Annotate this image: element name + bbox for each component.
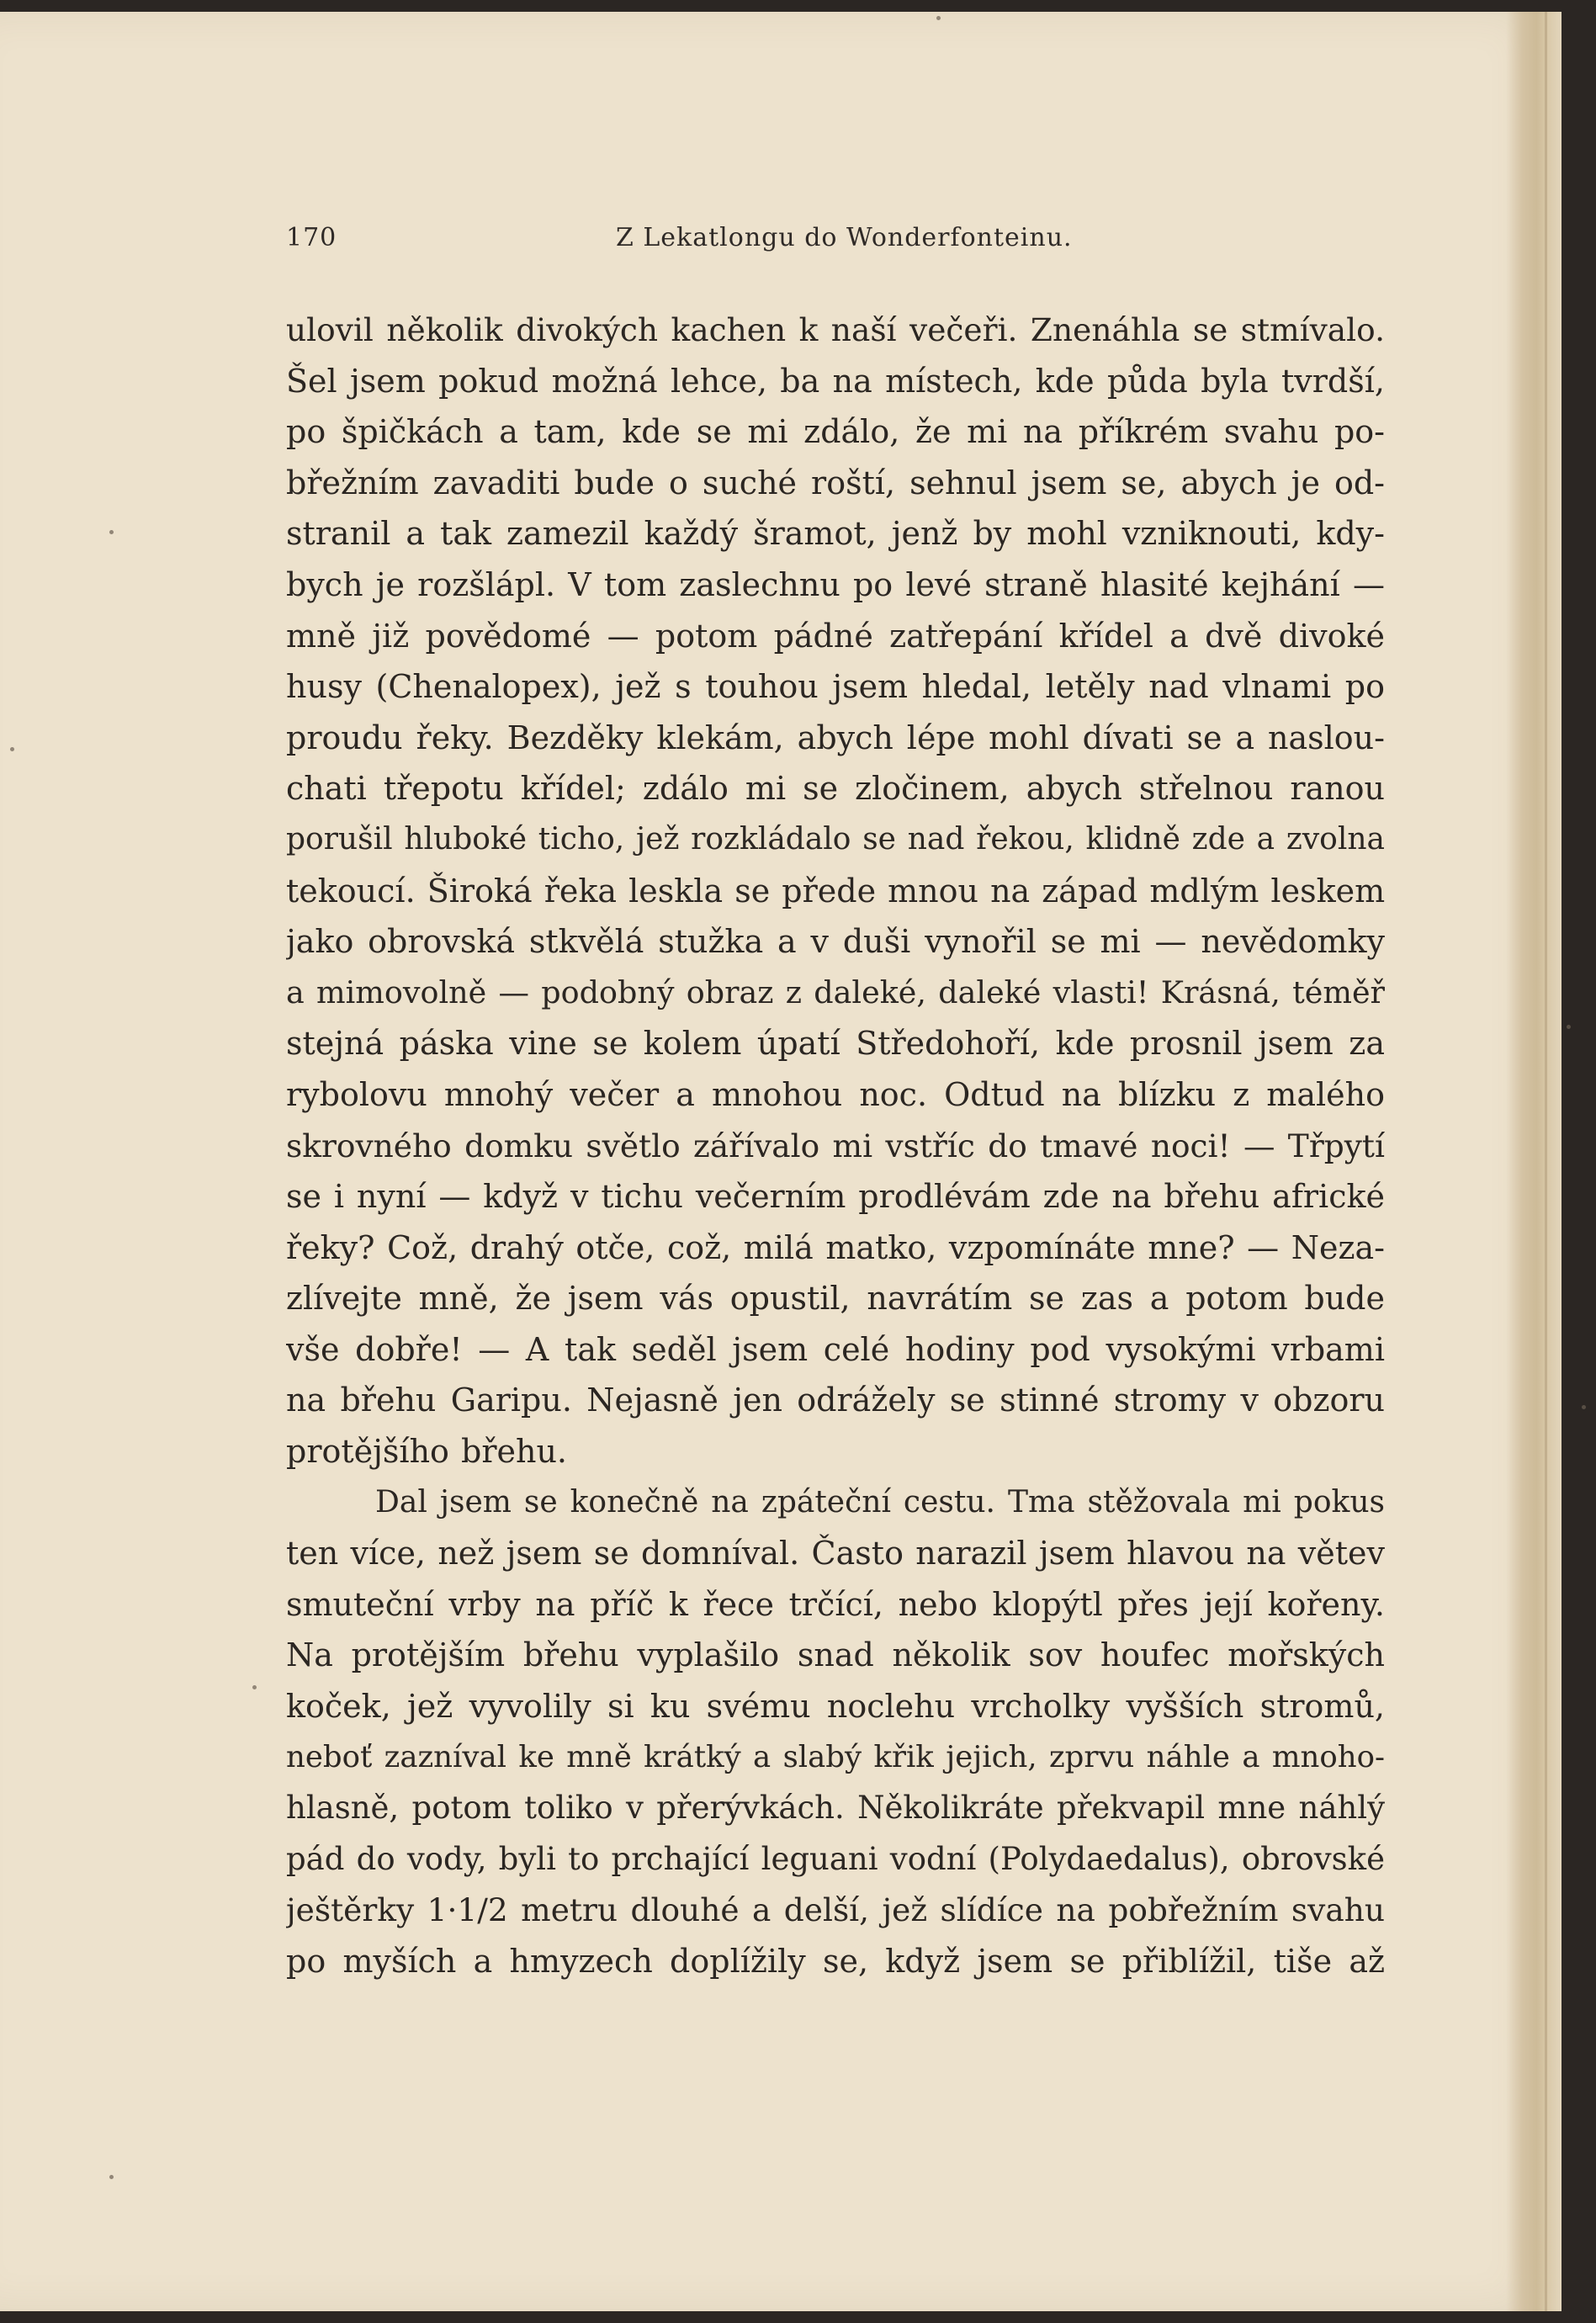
paragraph-2	[286, 1477, 1385, 1987]
text-line: řeky? Což, drahý otče, což, milá matko, vzpomínáte mne? — Neza-	[286, 1228, 1385, 1266]
page-number: 170	[286, 223, 337, 252]
running-title: Z Lekatlongu do Wonderfonteinu.	[616, 223, 1073, 252]
text-line: skrovného domku světlo zářívalo mi vstříc do tmavé noci! — Třpytí	[286, 1127, 1385, 1164]
text-line: bych je rozšlápl. V tom zaslechnu po levé straně hlasité kejhání —	[286, 565, 1385, 603]
text-line: chati třepotu křídel; zdálo mi se zločinem, abych střelnou ranou	[286, 770, 1385, 808]
text-line: ten více, než jsem se domníval. Často narazil jsem hlavou na větev	[286, 1535, 1385, 1573]
print-speck	[252, 1685, 257, 1689]
text-line: na břehu Garipu. Nejasně jen odrážely se stinné stromy v obzoru	[286, 1382, 1385, 1419]
paragraph-1	[286, 305, 1385, 1477]
text-line: Dal jsem se konečně na zpáteční cestu. Tma stěžovala mi pokus	[375, 1484, 1385, 1519]
text-line: se i nyní — když v tichu večerním prodlévám zde na břehu africké	[286, 1178, 1385, 1216]
print-speck	[109, 530, 114, 534]
text-line: Šel jsem pokud možná lehce, ba na místech, kde půda byla tvrdší,	[286, 362, 1385, 400]
text-line: tekoucí. Široká řeka leskla se přede mnou na západ mdlým leskem	[286, 872, 1385, 910]
running-head	[286, 223, 1380, 257]
text-line: porušil hluboké ticho, jež rozkládalo se nad řekou, klidně zde a zvolna	[286, 821, 1385, 857]
text-line: stranil a tak zamezil každý šramot, jenž by mohl vzniknouti, kdy-	[286, 515, 1385, 553]
book-fold-line	[1545, 12, 1547, 2311]
text-line: neboť zazníval ke mně krátký a slabý křik jejich, zprvu náhle a mnoho-	[286, 1739, 1385, 1774]
text-line: stejná páska vine se kolem úpatí Středohoří, kde prosnil jsem za	[286, 1025, 1385, 1063]
text-line: mně již povědomé — potom pádné zatřepání křídel a dvě divoké	[286, 617, 1385, 655]
text-line: zlívejte mně, že jsem vás opustil, navrátím se zas a potom bude	[286, 1280, 1385, 1318]
text-line: vše dobře! — A tak seděl jsem celé hodiny pod vysokými vrbami	[286, 1330, 1385, 1368]
text-line: břežním zavaditi bude o suché roští, sehnul jsem se, abych je od-	[286, 464, 1385, 501]
text-line: Na protějším břehu vyplašilo snad několik sov houfec mořských	[286, 1636, 1385, 1674]
print-speck	[109, 2175, 114, 2179]
body-text	[286, 305, 1385, 1987]
print-speck	[10, 747, 14, 751]
text-line: po myších a hmyzech doplížily se, když jsem se přiblížil, tiše až	[286, 1943, 1385, 1980]
text-line: proudu řeky. Bezděky klekám, abych lépe mohl dívati se a naslou-	[286, 719, 1385, 756]
print-speck	[936, 16, 941, 20]
text-line: smuteční vrby na příč k řece trčící, nebo klopýtl přes její kořeny.	[286, 1585, 1385, 1623]
text-line: pád do vody, byli to prchající leguani vodní (Polydaedalus), obrovské	[286, 1840, 1385, 1877]
text-line: husy (Chenalopex), jež s touhou jsem hledal, letěly nad vlnami po	[286, 668, 1385, 706]
text-line: jako obrovská stkvělá stužka a v duši vynořil se mi — nevědomky	[286, 923, 1385, 961]
print-speck	[1567, 1025, 1571, 1029]
print-speck	[1582, 1405, 1586, 1409]
text-line: ulovil několik divokých kachen k naší večeři. Znenáhla se stmívalo.	[286, 311, 1385, 348]
text-line: ještěrky 1·1/2 metru dlouhé a delší, jež slídíce na pobřežním svahu	[286, 1891, 1385, 1929]
text-line: protějšího břehu.	[286, 1433, 567, 1471]
text-line: koček, jež vyvolily si ku svému noclehu vrcholky vyšších stromů,	[286, 1688, 1385, 1726]
text-line: rybolovu mnohý večer a mnohou noc. Odtud na blízku z malého	[286, 1075, 1385, 1113]
page-edge-shadow	[1506, 12, 1562, 2311]
text-line: po špičkách a tam, kde se mi zdálo, že mi na příkrém svahu po-	[286, 413, 1385, 451]
text-line: a mimovolně — podobný obraz z daleké, daleké vlasti! Krásná, téměř	[286, 973, 1385, 1010]
text-line: hlasně, potom toliko v přerývkách. Několikráte překvapil mne náhlý	[286, 1790, 1385, 1827]
